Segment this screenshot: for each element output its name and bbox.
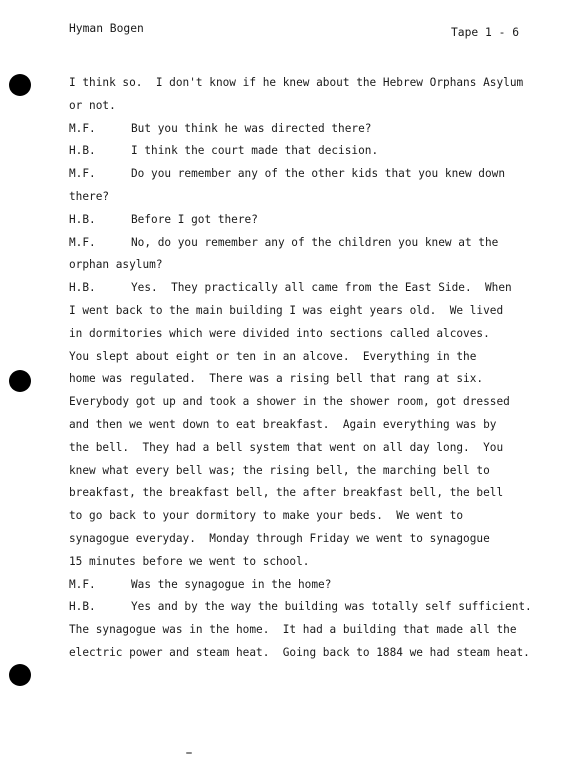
line-text: 15 minutes before we went to school.	[69, 554, 310, 568]
transcript-line	[69, 437, 574, 460]
transcript-line	[69, 300, 574, 323]
transcript-body	[69, 72, 574, 665]
line-text: the bell. They had a bell system that went on all day long. You	[69, 440, 504, 454]
transcript-line	[69, 460, 574, 483]
line-text: Yes and by the way the building was totally self sufficient.	[131, 600, 532, 614]
transcript-line	[69, 619, 574, 642]
transcript-line	[69, 368, 574, 391]
line-text: in dormitories which were divided into sections called alcoves.	[69, 326, 490, 340]
transcript-line	[69, 596, 574, 619]
line-text: to go back to your dormitory to make your beds. We went to	[69, 509, 464, 523]
line-text: You slept about eight or ten in an alcove. Everything in the	[69, 349, 477, 363]
line-text: Everybody got up and took a shower in the shower room, got dressed	[69, 395, 510, 409]
line-text: No, do you remember any of the children you knew at the	[131, 235, 499, 249]
line-text: I went back to the main building I was eight years old. We lived	[69, 303, 504, 317]
scan-mark	[186, 752, 192, 754]
transcript-line	[69, 232, 574, 255]
binder-hole-top	[9, 74, 31, 96]
transcript-line	[69, 140, 574, 163]
line-text: I think the court made that decision.	[131, 144, 379, 158]
transcript-line	[69, 72, 574, 95]
speaker-label: H.B.	[69, 212, 96, 226]
transcript-line	[69, 482, 574, 505]
transcript-line	[69, 346, 574, 369]
transcript-line	[69, 391, 574, 414]
interviewee-name: Hyman Bogen	[69, 22, 144, 35]
transcript-line	[69, 186, 574, 209]
line-text: Was the synagogue in the home?	[131, 577, 332, 591]
transcript-line	[69, 254, 574, 277]
speaker-label: M.F.	[69, 167, 96, 181]
line-text: electric power and steam heat. Going back to 1884 we had steam heat.	[69, 645, 530, 659]
line-text: I think so. I don't know if he knew about the Hebrew Orphans Asylum	[69, 76, 524, 89]
line-text: Yes. They practically all came from the East Side. When	[131, 281, 512, 295]
tape-page-label: Tape 1 - 6	[451, 26, 520, 39]
transcript-line	[69, 642, 574, 665]
speaker-label: M.F.	[69, 235, 96, 249]
transcript-line	[69, 323, 574, 346]
line-text: synagogue everyday. Monday through Friday we went to synagogue	[69, 531, 490, 545]
transcript-line	[69, 95, 574, 118]
speaker-label: H.B.	[69, 144, 96, 158]
transcript-line	[69, 163, 574, 186]
line-text: breakfast, the breakfast bell, the after breakfast bell, the bell	[69, 486, 504, 500]
line-text: Do you remember any of the other kids that you knew down	[131, 167, 506, 181]
speaker-label: H.B.	[69, 600, 96, 614]
line-text: and then we went down to eat breakfast. Again everything was by	[69, 417, 497, 431]
line-text: The synagogue was in the home. It had a building that made all the	[69, 623, 517, 637]
transcript-line	[69, 551, 574, 574]
line-text: But you think he was directed there?	[131, 121, 372, 135]
transcript-line	[69, 574, 574, 597]
speaker-label: H.B.	[69, 281, 96, 295]
transcript-line	[69, 277, 574, 300]
line-text: there?	[69, 189, 110, 203]
speaker-label: M.F.	[69, 577, 96, 591]
line-text: orphan asylum?	[69, 258, 163, 272]
line-text: home was regulated. There was a rising bell that rang at six.	[69, 372, 484, 386]
binder-hole-bottom	[9, 664, 31, 686]
line-text: knew what every bell was; the rising bell, the marching bell to	[69, 463, 490, 477]
transcript-line	[69, 414, 574, 437]
speaker-label: M.F.	[69, 121, 96, 135]
transcript-line	[69, 209, 574, 232]
line-text: Before I got there?	[131, 212, 258, 226]
line-text: or not.	[69, 98, 116, 112]
transcript-line	[69, 118, 574, 141]
binder-hole-middle	[9, 370, 31, 392]
transcript-line	[69, 505, 574, 528]
transcript-line	[69, 528, 574, 551]
